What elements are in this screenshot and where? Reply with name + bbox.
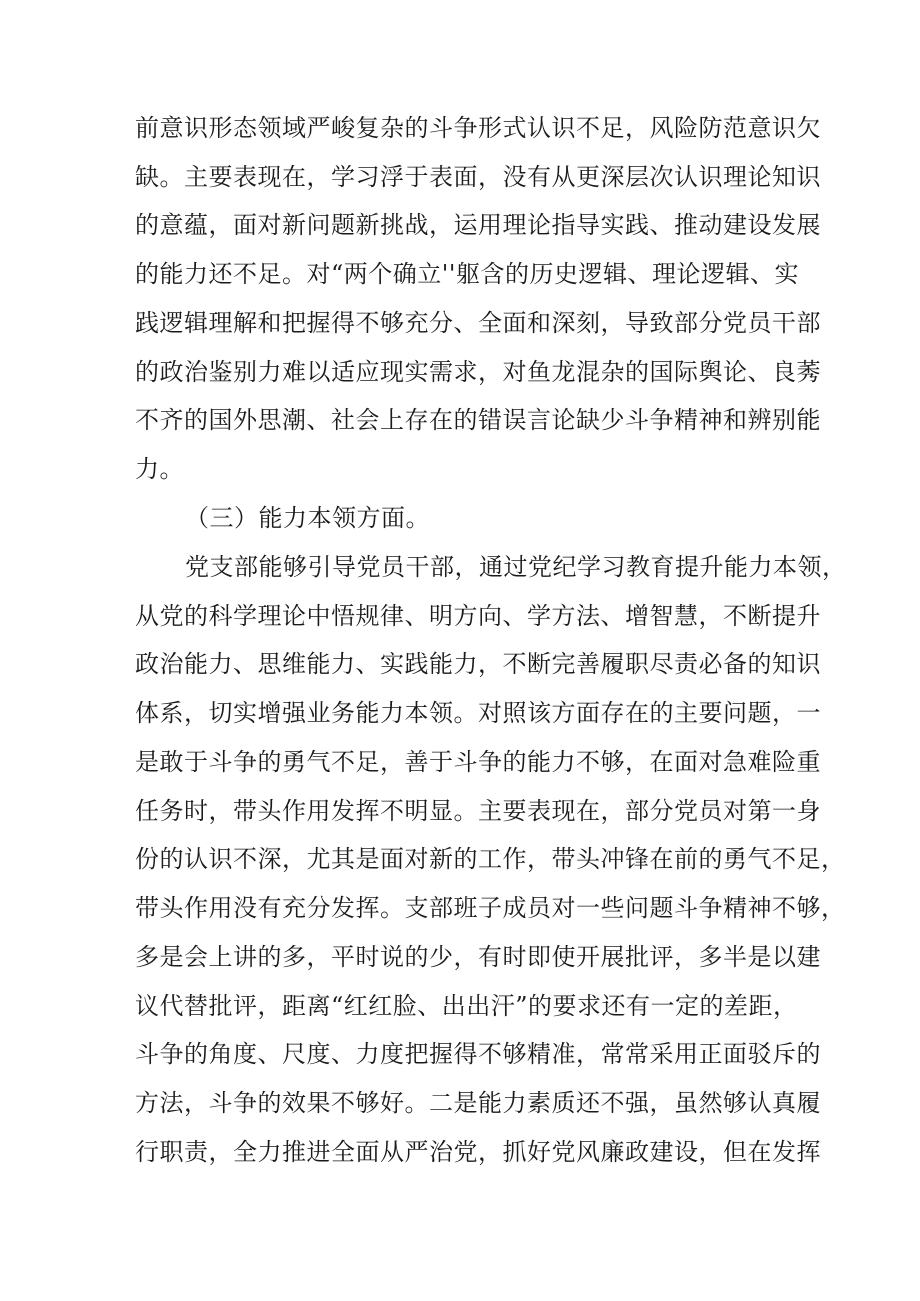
text-line: 带头作用没有充分发挥。支部班子成员对一些问题斗争精神不够， xyxy=(135,894,846,922)
text-line: 任务时，带头作用发挥不明显。主要表现在，部分党员对第一身 xyxy=(135,797,821,825)
text-line: 份的认识不深，尤其是面对新的工作，带头冲锋在前的勇气不足， xyxy=(135,845,846,873)
text-line: 从党的科学理论中悟规律、明方向、学方法、增智慧，不断提升 xyxy=(135,602,821,630)
text-line: 的政治鉴别力难以适应现实需求，对鱼龙混杂的国际舆论、良莠 xyxy=(135,358,821,386)
text-line: 的意蕴，面对新问题新挑战，运用理论指导实践、推动建设发展 xyxy=(135,211,821,239)
text-line: 不齐的国外思潮、社会上存在的错误言论缺少斗争精神和辨别能 xyxy=(135,406,821,434)
text-line: 力。 xyxy=(135,455,184,483)
text-line: 议代替批评，距离“红红脸、出出汗”的要求还有一定的差距， xyxy=(135,992,798,1020)
text-line: 多是会上讲的多，平时说的少，有时即使开展批评，多半是以建 xyxy=(135,943,821,971)
text-line: 前意识形态领域严峻复杂的斗争形式认识不足，风险防范意识欠 xyxy=(135,114,821,142)
text-line: 缺。主要表现在，学习浮于表面，没有从更深层次认识理论知识 xyxy=(135,163,821,191)
text-line: 斗争的角度、尺度、力度把握得不够精准，常常采用正面驳斥的 xyxy=(135,1040,821,1068)
text-line: 方法，斗争的效果不够好。二是能力素质还不强，虽然够认真履 xyxy=(135,1089,821,1117)
paragraph-first-line: 党支部能够引导党员干部，通过党纪学习教育提升能力本领， xyxy=(185,553,847,581)
text-line: 行职责，全力推进全面从严治党，抓好党风廉政建设，但在发挥 xyxy=(135,1138,821,1166)
section-heading: （三）能力本领方面。 xyxy=(185,504,430,532)
text-line: 的能力还不足。对“两个确立''躯含的历史逻辑、理论逻辑、实 xyxy=(135,260,799,288)
text-line: 体系，切实增强业务能力本领。对照该方面存在的主要问题，一 xyxy=(135,699,821,727)
text-line: 是敢于斗争的勇气不足，善于斗争的能力不够，在面对急难险重 xyxy=(135,748,821,776)
text-line: 践逻辑理解和把握得不够充分、全面和深刻，导致部分党员干部 xyxy=(135,309,821,337)
text-line: 政治能力、思维能力、实践能力，不断完善履职尽责必备的知识 xyxy=(135,650,821,678)
